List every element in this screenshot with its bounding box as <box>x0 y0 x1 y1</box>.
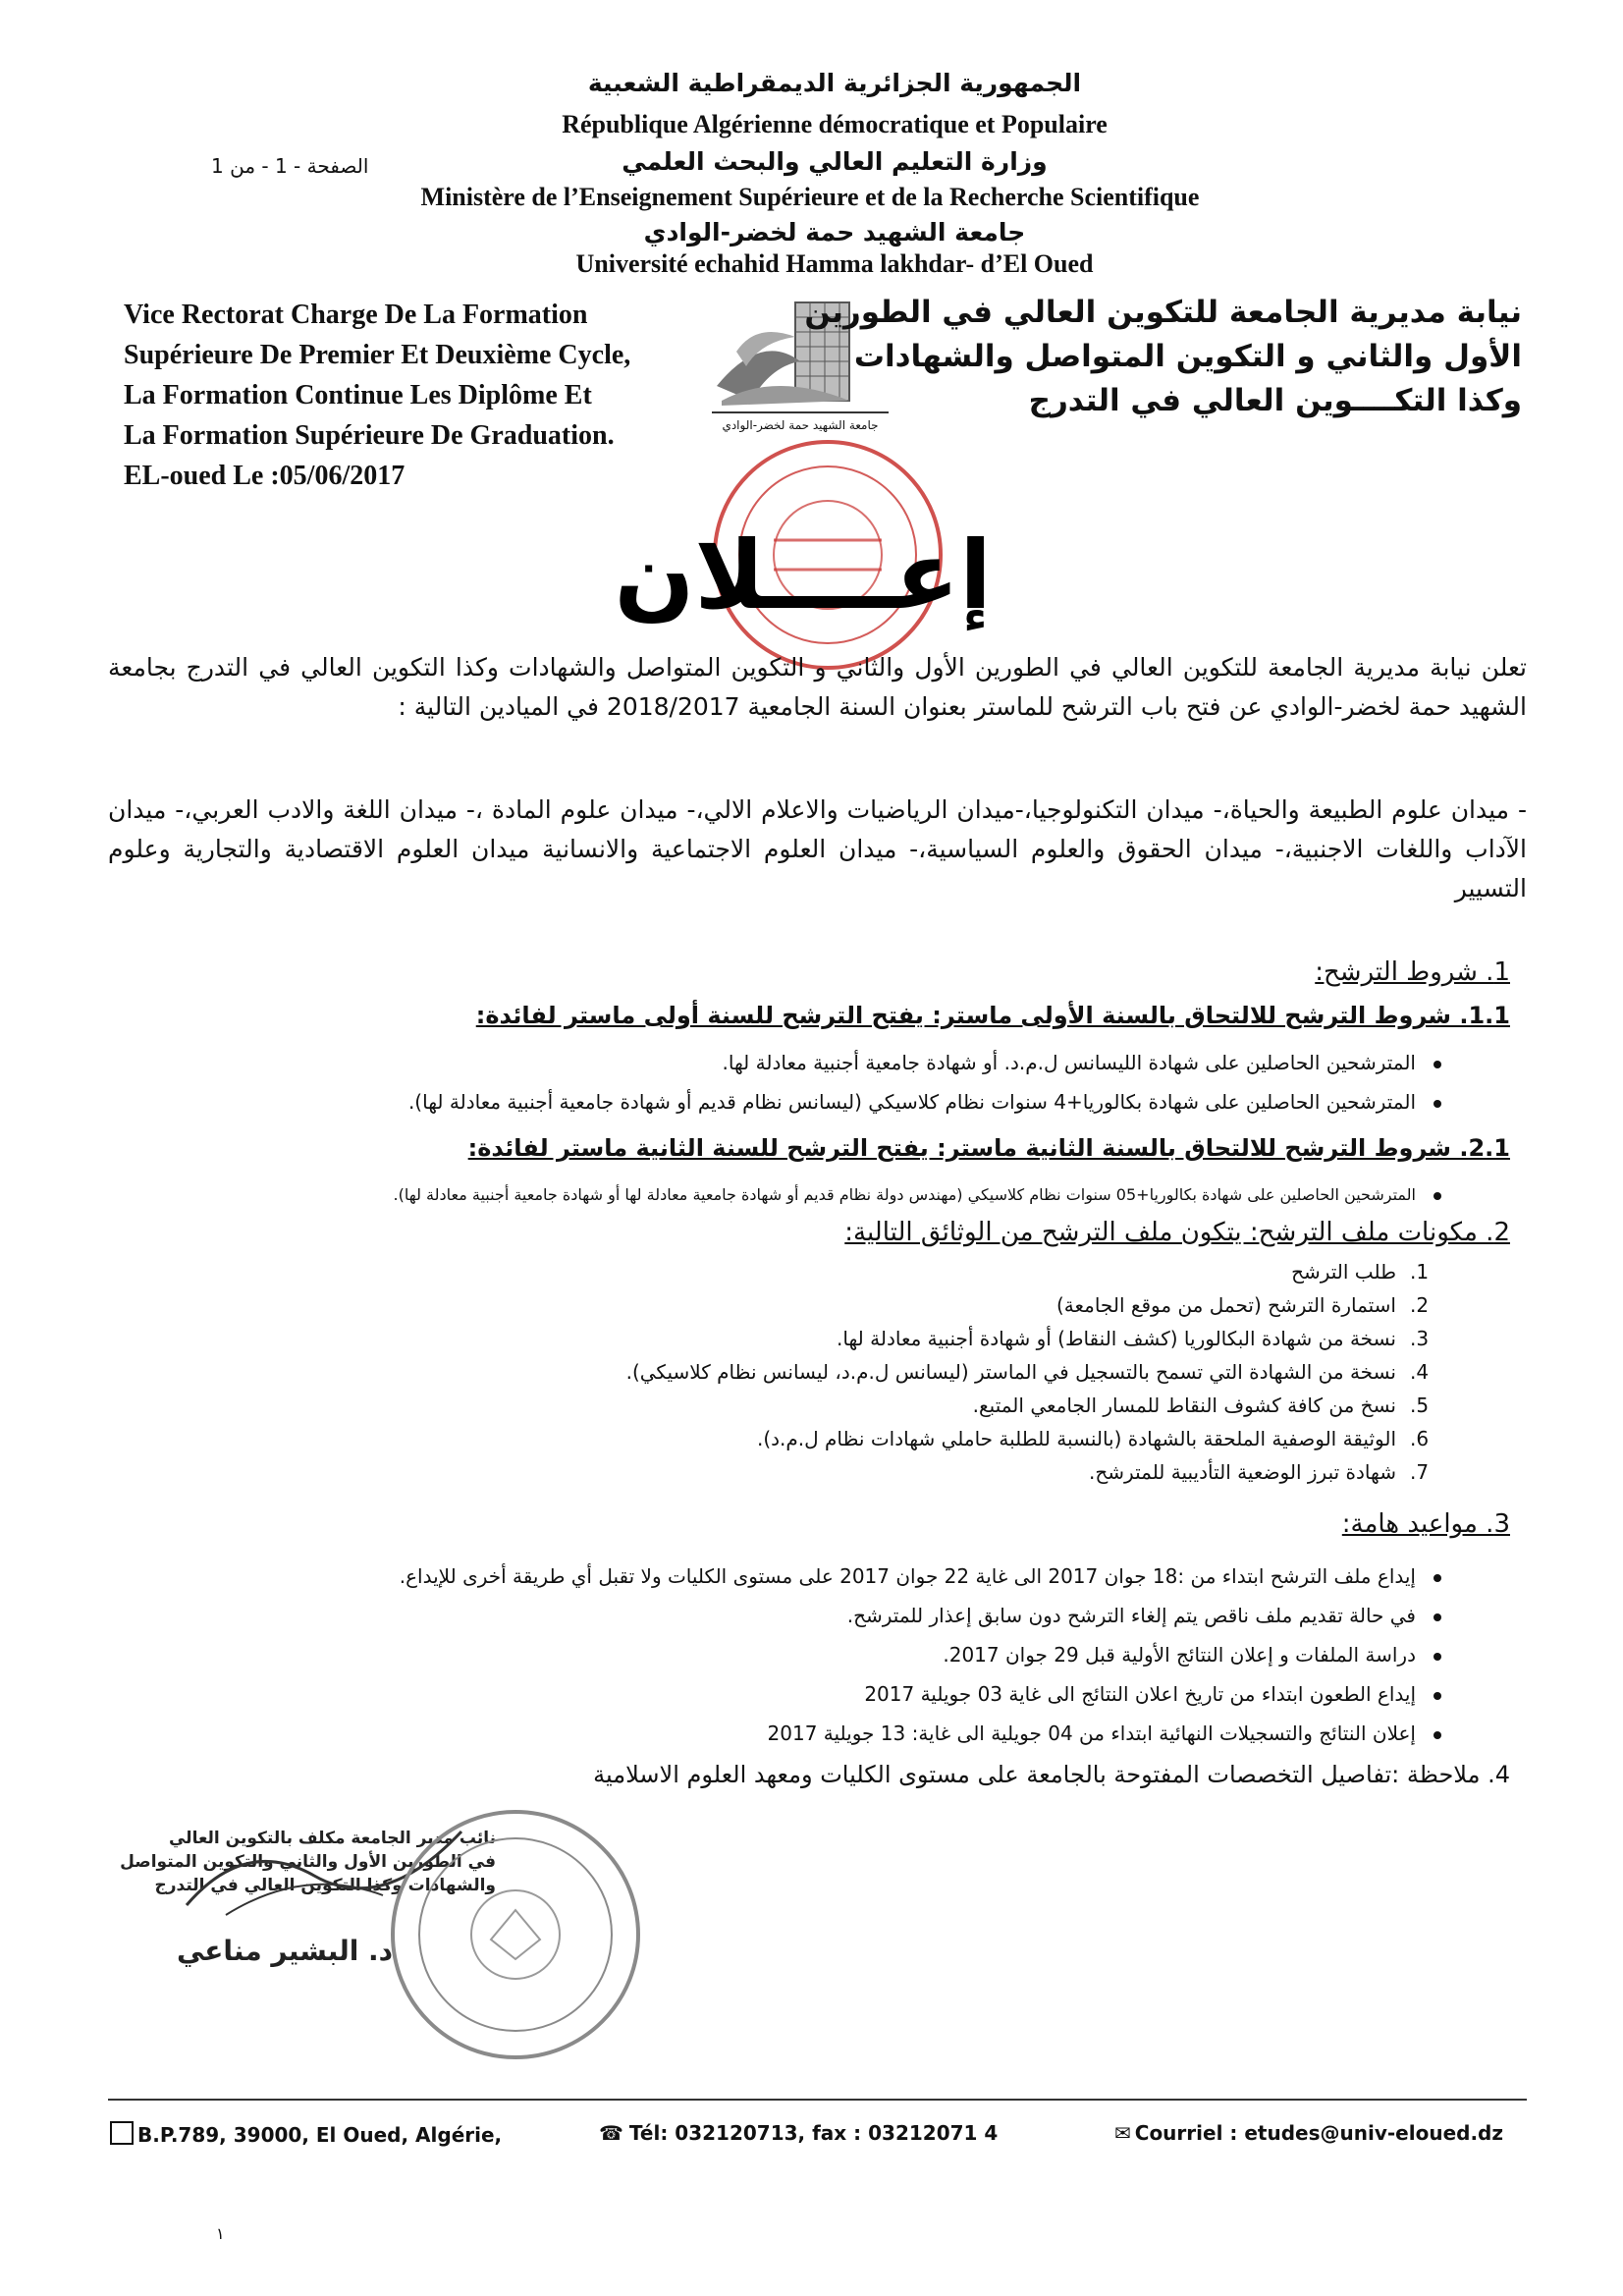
list-item <box>626 1460 1441 1494</box>
header-fr-ministry: Ministère de l’Enseignement Supérieure et de la Recherche Scientifique <box>420 183 1200 211</box>
vice-rectorat-ar-line: نيابة مديرية الجامعة للتكوين العالي في الطورين <box>804 295 1522 330</box>
gray-stamp-graphic <box>383 1802 648 2067</box>
footer-phone <box>599 2121 998 2145</box>
bullet-icon <box>1434 1613 1441 1621</box>
section-2-title-text: 2. مكونات ملف الترشح: يتكون ملف الترشح من الوثائق التالية: <box>844 1218 1510 1247</box>
list-item <box>408 1090 1441 1114</box>
vice-rectorat-fr <box>124 295 630 496</box>
vice-rectorat-fr-line: La Formation Continue Les Diplôme Et <box>124 380 592 410</box>
signature-line: والشهادات وكذا التكوين العالي في التدرج <box>154 1876 496 1895</box>
list-number: 7. <box>1410 1460 1430 1484</box>
list-item <box>943 1643 1441 1667</box>
section-1-2-title <box>468 1134 1510 1162</box>
section-3-title-text: 3. مواعيد هامة: <box>1341 1509 1510 1539</box>
section-2-title <box>844 1218 1510 1247</box>
page-number: الصفحة - 1 - من 1 <box>211 154 369 178</box>
signature-line: في الطورين الأول والثاني والتكوين المتواصل <box>120 1852 496 1872</box>
list-item <box>626 1327 1441 1360</box>
list-item-text: نسخ من كافة كشوف النقاط للمسار الجامعي المتبع. <box>972 1394 1396 1417</box>
list-item-text: الوثيقة الوصفية الملحقة بالشهادة (بالنسبة للطلبة حاملي شهادات نظام ل.م.د). <box>756 1427 1396 1450</box>
phone-icon: ☎ <box>599 2121 623 2145</box>
list-item <box>768 1722 1441 1745</box>
footer-phone-text: Tél: 032120713, fax : 03212071 4 <box>628 2121 999 2145</box>
list-item-text: استمارة الترشح (تحمل من موقع الجامعة) <box>1055 1293 1396 1317</box>
list-item-text: نسخة من الشهادة التي تسمح بالتسجيل في الماستر (ليسانس ل.م.د، ليسانس نظام كلاسيكي). <box>625 1360 1396 1384</box>
footer-rule <box>108 2099 1527 2101</box>
bullet-icon <box>1434 1100 1441 1108</box>
announcement-title: إعــــلان <box>614 520 992 630</box>
vice-rectorat-fr-line: Vice Rectorat Charge De La Formation <box>124 300 588 330</box>
section-1-2-title-text: 2.1. شروط الترشح للالتحاق بالسنة الثانية ماستر: يفتح الترشح للسنة الثانية ماستر لفائدة: <box>467 1134 1510 1162</box>
list-item-text: إعلان النتائج والتسجيلات النهائية ابتداء من 04 جويلية الى غاية: 13 جويلية 2017 <box>767 1722 1416 1745</box>
list-item <box>400 1564 1441 1588</box>
list-item-text: طلب الترشح <box>1291 1260 1396 1284</box>
vice-rectorat-fr-line: La Formation Supérieure De Graduation. <box>124 420 615 451</box>
bullet-icon <box>1434 1192 1441 1200</box>
mailbox-icon <box>110 2121 134 2145</box>
section-1-title-text: 1. شروط الترشح: <box>1315 957 1510 987</box>
footer-address <box>110 2121 502 2147</box>
list-item-text: المترشحين الحاصلين على شهادة الليسانس ل.م.د. أو شهادة جامعية أجنبية معادلة لها. <box>722 1051 1416 1074</box>
section-1-1-title <box>476 1002 1510 1029</box>
bullet-icon <box>1434 1692 1441 1700</box>
list-item-text: إيداع ملف الترشح ابتداء من :18 جوان 2017 الى غاية 22 جوان 2017 على مستوى الكليات ولا تقبل أي طريقة أخرى للإيداع. <box>399 1564 1416 1588</box>
list-item-text: نسخة من شهادة البكالوريا (كشف النقاط) أو شهادة أجنبية معادلة لها. <box>837 1327 1396 1350</box>
logo-caption: جامعة الشهيد حمة لخضر-الوادي <box>722 418 879 432</box>
list-item <box>626 1360 1441 1394</box>
bullet-icon <box>1434 1061 1441 1068</box>
documents-list <box>626 1260 1441 1494</box>
list-item <box>626 1427 1441 1460</box>
list-item-text: دراسة الملفات و إعلان النتائج الأولية قبل 29 جوان 2017. <box>943 1643 1416 1667</box>
list-number: 1. <box>1410 1260 1430 1284</box>
list-item-text: المترشحين الحاصلين على شهادة بكالوريا+05 سنوات نظام كلاسيكي (مهندس دولة نظام قديم أو شهادة جامعية معادلة لها أو شهادة جامعية أجنبية معادلة لها). <box>393 1185 1416 1204</box>
list-item-text: في حالة تقديم ملف ناقص يتم إلغاء الترشح دون سابق إعذار للمترشح. <box>846 1604 1416 1627</box>
vice-rectorat-ar-line: وكذا التكــــوين العالي في التدرج <box>1028 383 1522 418</box>
section-1-title <box>1315 957 1510 987</box>
section-4-note: 4. ملاحظة :تفاصيل التخصصات المفتوحة بالجامعة على مستوى الكليات ومعهد العلوم الاسلامية <box>593 1761 1510 1788</box>
intro-paragraph: تعلن نيابة مديرية الجامعة للتكوين العالي في الطورين الأول والثاني و التكوين المتواصل والشهادات وكذا التكوين العالي في التدرج بجامعة الشهيد حمة لخضر-الوادي عن فتح باب الترشح للماستر بعنوان السنة الجامعية 2018/2017 في الميادين التالية : <box>108 653 1527 721</box>
signatory-name: د. البشير مناعي <box>176 1935 394 1967</box>
bullet-icon <box>1434 1574 1441 1582</box>
list-item <box>626 1293 1441 1327</box>
bottom-mark: ١ <box>216 2224 225 2243</box>
header-ar-university: جامعة الشهيد حمة لخضر-الوادي <box>643 218 1026 246</box>
header-ar-ministry: وزارة التعليم العالي والبحث العلمي <box>622 147 1048 176</box>
footer-address-text: B.P.789, 39000, El Oued, Algérie, <box>137 2123 503 2147</box>
list-number: 3. <box>1410 1327 1430 1350</box>
list-item <box>864 1682 1441 1706</box>
list-item <box>394 1185 1442 1204</box>
header-fr-republic: République Algérienne démocratique et Populaire <box>562 110 1108 138</box>
bullet-icon <box>1434 1731 1441 1739</box>
official-stamp-gray <box>383 1802 648 2067</box>
vice-rectorat-fr-line: Supérieure De Premier Et Deuxième Cycle, <box>124 340 631 370</box>
list-item <box>626 1394 1441 1427</box>
footer-email <box>1114 2121 1503 2145</box>
list-item-text: شهادة تبرز الوضعية التأديبية للمترشح. <box>1089 1460 1396 1484</box>
list-item <box>626 1260 1441 1293</box>
envelope-icon: ✉ <box>1114 2121 1131 2145</box>
list-item-text: إيداع الطعون ابتداء من تاريخ اعلان النتائج الى غاية 03 جويلية 2017 <box>864 1682 1416 1706</box>
fields-paragraph: - ميدان علوم الطبيعة والحياة،- ميدان التكنولوجيا،-ميدان الرياضيات والاعلام الالي،- ميدان علوم المادة ،- ميدان اللغة والادب العربي،- ميدان الآداب واللغات الاجنبية،- ميدان الحقوق والعلوم السياسية،- ميدان العلوم الاجتماعية والانسانية ميدان العلوم الاقتصادية والتجارية وعلوم التسيير <box>108 795 1527 902</box>
list-item-text: المترشحين الحاصلين على شهادة بكالوريا+4 سنوات نظام كلاسيكي (ليسانس نظام قديم أو شهادة جامعية أجنبية معادلة لها). <box>407 1090 1416 1114</box>
signature-line: نائب مدير الجامعة مكلف بالتكوين العالي <box>168 1829 496 1848</box>
list-item <box>723 1051 1441 1074</box>
section-1-1-title-text: 1.1. شروط الترشح للالتحاق بالسنة الأولى ماستر: يفتح الترشح للسنة أولى ماستر لفائدة: <box>475 1002 1510 1029</box>
list-number: 6. <box>1410 1427 1430 1450</box>
list-number: 5. <box>1410 1394 1430 1417</box>
vice-rectorat-ar <box>804 291 1522 423</box>
header-ar-republic: الجمهورية الجزائرية الديمقراطية الشعبية <box>587 69 1082 97</box>
vice-rectorat-ar-line: الأول والثاني و التكوين المتواصل والشهادات <box>853 339 1522 374</box>
section-3-title <box>1342 1509 1510 1539</box>
list-number: 2. <box>1410 1293 1430 1317</box>
document-date: EL-oued Le :05/06/2017 <box>124 461 406 491</box>
header-fr-university: Université echahid Hamma lakhdar- d’El Oued <box>575 249 1094 278</box>
footer-email-text: Courriel : etudes@univ-eloued.dz <box>1134 2121 1503 2145</box>
bullet-icon <box>1434 1653 1441 1661</box>
list-item <box>847 1604 1441 1627</box>
list-number: 4. <box>1410 1360 1430 1384</box>
